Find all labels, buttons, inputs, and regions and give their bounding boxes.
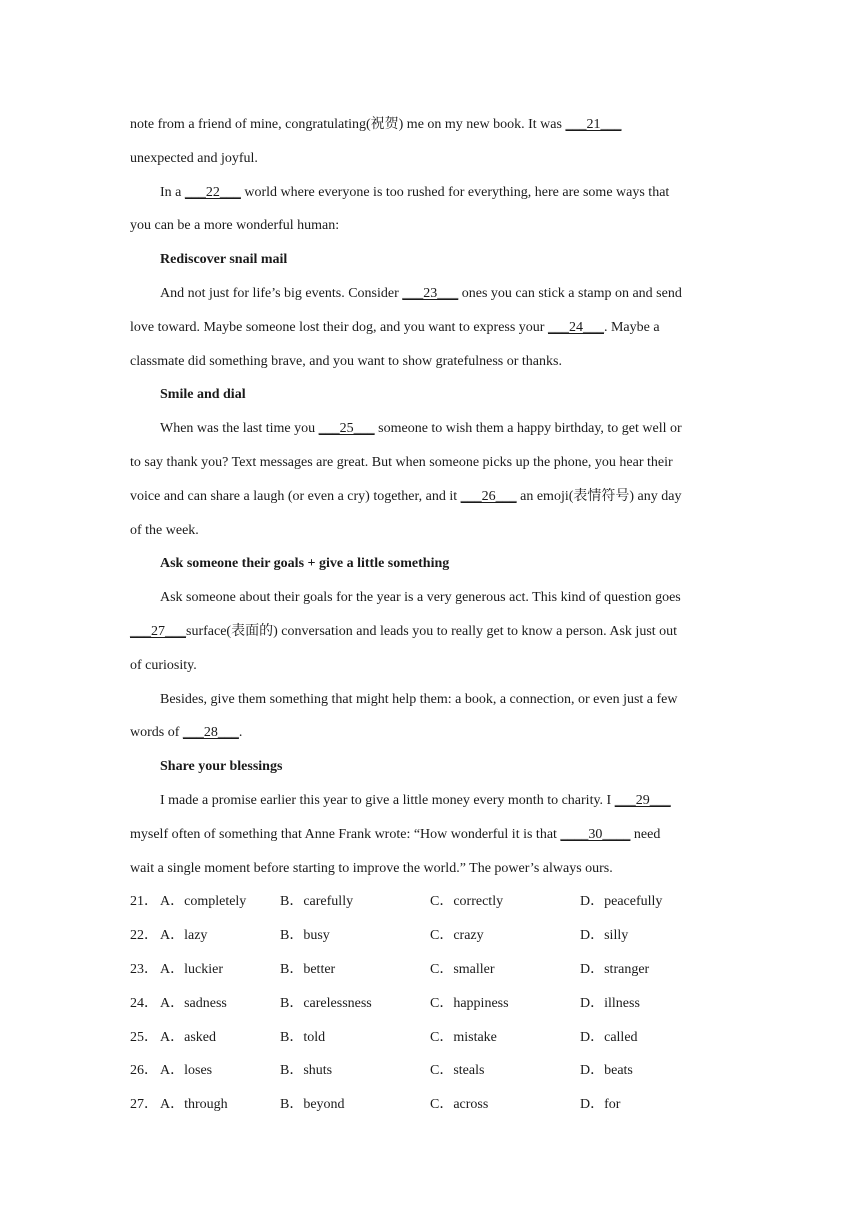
passage-line: to say thank you? Text messages are great. But when someone picks up the phone, you hear their <box>130 454 673 470</box>
passage-line: wait a single moment before starting to improve the world.” The power’s always ours. <box>130 860 613 876</box>
option-a: A．sadness <box>160 995 227 1011</box>
blank-22: ___22___ <box>184 184 241 200</box>
option-b: B．busy <box>280 928 330 944</box>
passage-line: of curiosity. <box>130 657 197 673</box>
option-d: D．beats <box>580 1063 633 1079</box>
option-d: D．silly <box>580 928 629 944</box>
option-b: B．carelessness <box>280 995 372 1011</box>
question-number: 22． <box>130 928 158 944</box>
blank-24: ___24___ <box>547 319 604 335</box>
option-c: C．correctly <box>430 894 504 910</box>
passage-line: Besides, give them something that might help them: a book, a connection, or even just a few <box>160 691 678 707</box>
question-number: 23． <box>130 961 158 977</box>
section-heading: Ask someone their goals + give a little something <box>160 556 450 572</box>
passage-line: unexpected and joyful. <box>130 150 258 166</box>
option-c: C．mistake <box>430 1029 497 1045</box>
question-row <box>130 1088 730 1122</box>
question-row <box>130 919 730 953</box>
question-number: 26． <box>130 1063 158 1079</box>
option-a: A．loses <box>160 1063 213 1079</box>
passage-line: myself often of something that Anne Frank wrote: “How wonderful it is that ____30____ need <box>130 826 661 842</box>
option-b: B．better <box>280 961 336 977</box>
question-row <box>130 987 730 1021</box>
question-row <box>130 885 730 919</box>
passage-line: Ask someone about their goals for the year is a very generous act. This kind of question goes <box>160 590 681 606</box>
option-c: C．across <box>430 1097 489 1113</box>
passage-line: I made a promise earlier this year to give a little money every month to charity. I ___29___ <box>160 792 671 808</box>
passage-line: love toward. Maybe someone lost their dog, and you want to express your ___24___. Maybe a <box>130 319 660 335</box>
question-row <box>130 1021 730 1055</box>
option-d: D．peacefully <box>580 894 663 910</box>
blank-30: ____30____ <box>560 826 631 842</box>
question-number: 25． <box>130 1029 158 1045</box>
option-a: A．completely <box>160 894 247 910</box>
option-a: A．asked <box>160 1029 216 1045</box>
passage-line: you can be a more wonderful human: <box>130 218 340 234</box>
option-a: A．lazy <box>160 928 208 944</box>
option-b: B．told <box>280 1029 326 1045</box>
section-heading: Smile and dial <box>160 387 246 403</box>
blank-28: ___28___ <box>182 725 239 741</box>
option-a: A．luckier <box>160 961 223 977</box>
question-number: 27． <box>130 1097 158 1113</box>
passage-line: ___27___surface(表面的) conversation and leads you to really get to know a person. Ask just out <box>130 623 678 639</box>
question-row <box>130 953 730 987</box>
answer-options <box>130 885 730 1122</box>
option-b: B．carefully <box>280 894 354 910</box>
option-c: C．smaller <box>430 961 495 977</box>
passage-line: When was the last time you ___25___ someone to wish them a happy birthday, to get well or <box>160 421 682 437</box>
question-number: 21． <box>130 894 158 910</box>
option-d: D．called <box>580 1029 638 1045</box>
option-c: C．crazy <box>430 928 484 944</box>
option-d: D．illness <box>580 995 640 1011</box>
blank-21: ___21___ <box>565 117 622 132</box>
document-page <box>130 108 730 1122</box>
passage-line: And not just for life’s big events. Consider ___23___ ones you can stick a stamp on and send <box>160 285 682 301</box>
blank-23: ___23___ <box>402 285 459 301</box>
section-heading: Rediscover snail mail <box>160 252 288 268</box>
option-b: B．beyond <box>280 1097 345 1113</box>
passage-line: voice and can share a laugh (or even a cry) together, and it ___26___ an emoji(表情符号) any day <box>130 488 682 504</box>
section-heading: Share your blessings <box>160 759 283 775</box>
passage-line: words of ___28___. <box>130 725 243 741</box>
passage-line: note from a friend of mine, congratulating(祝贺) me on my new book. It was ___21___ <box>130 117 622 132</box>
option-d: D．for <box>580 1097 621 1113</box>
blank-26: ___26___ <box>460 488 517 504</box>
option-a: A．through <box>160 1097 228 1113</box>
passage-line: In a ___22___ world where everyone is too rushed for everything, here are some ways that <box>160 184 670 200</box>
question-number: 24． <box>130 995 158 1011</box>
blank-27: ___27___ <box>130 623 186 639</box>
passage-line: of the week. <box>130 522 199 538</box>
passage-line: classmate did something brave, and you want to show gratefulness or thanks. <box>130 353 562 369</box>
option-c: C．steals <box>430 1063 485 1079</box>
blank-25: ___25___ <box>318 421 375 437</box>
option-c: C．happiness <box>430 995 509 1011</box>
option-d: D．stranger <box>580 961 650 977</box>
option-b: B．shuts <box>280 1063 333 1079</box>
question-row <box>130 1054 730 1088</box>
blank-29: ___29___ <box>614 792 671 808</box>
